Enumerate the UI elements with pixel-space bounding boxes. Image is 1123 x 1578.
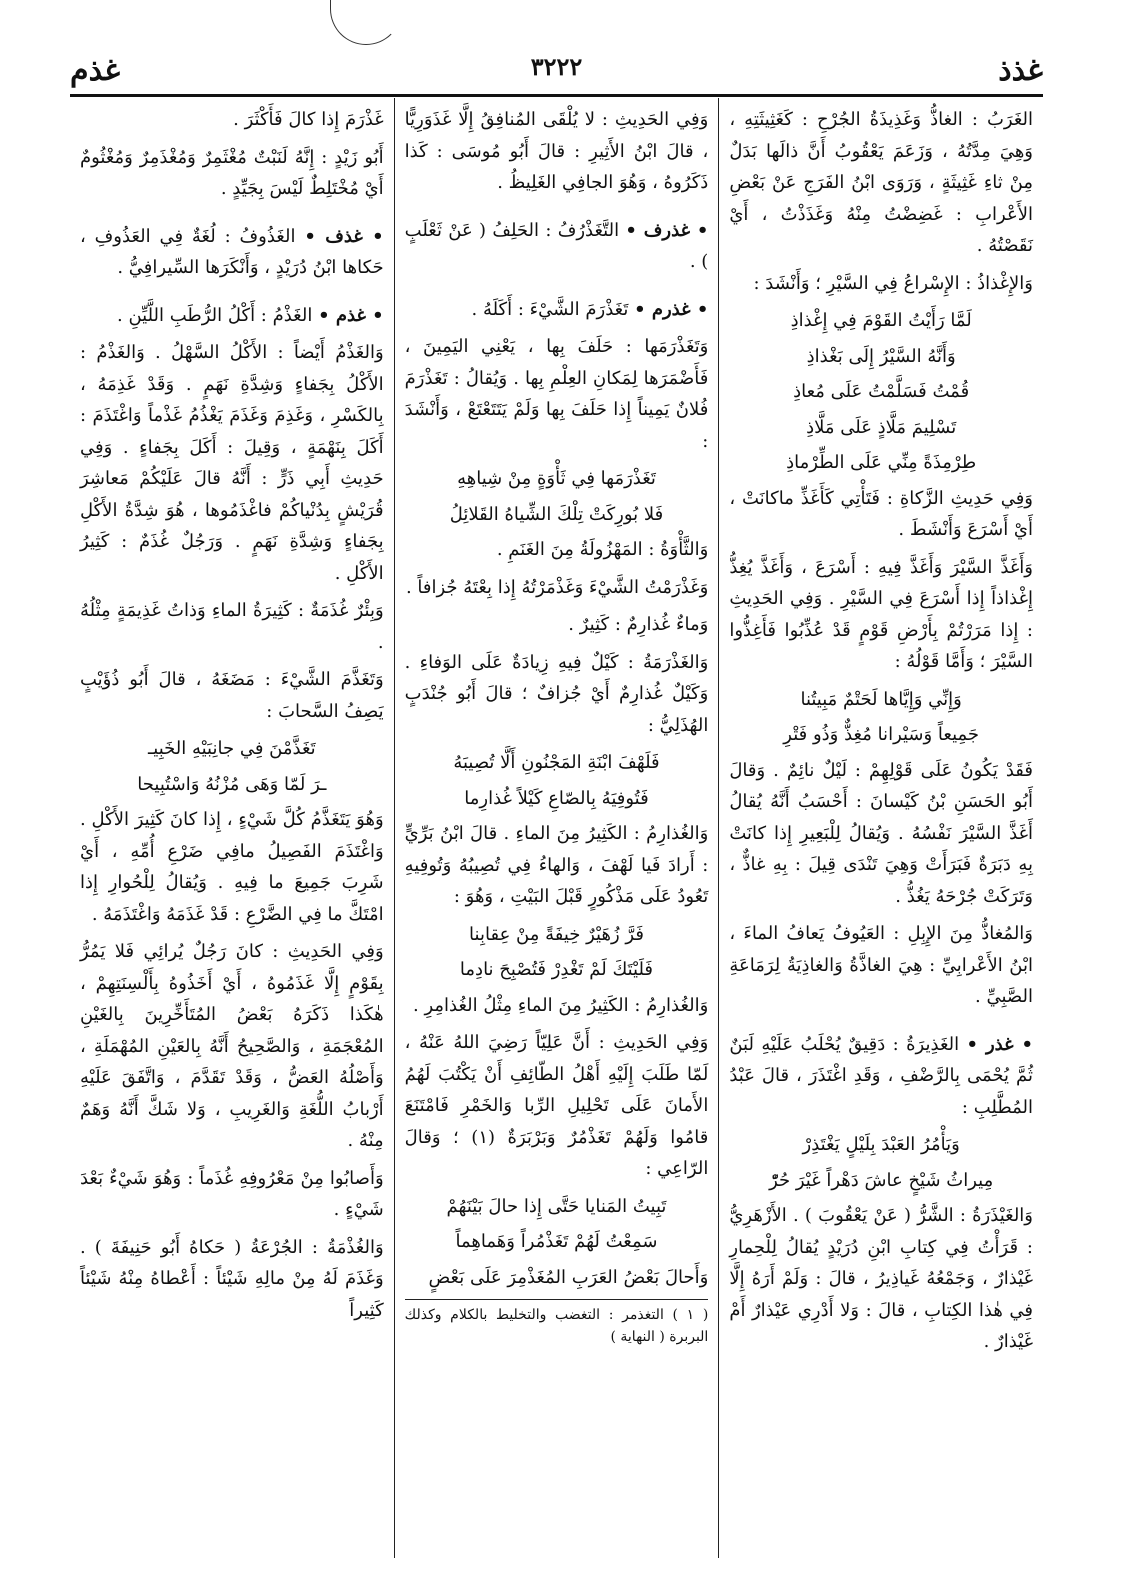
paragraph: وَالغُذْمَةُ : الجُرْعَةُ ( حَكاهُ أَبُو حَنِيفَةَ ) . وَغَذَمَ لَهُ مِنْ مالِهِ شَيْئاً : أَعْطاهُ مِنْهُ شَيْئاً كَثِيراً [79, 1236, 384, 1321]
entry-text: التَّغَذْرُفُ : الحَلِفُ ( عَنْ ثَعْلَبٍ ) . [404, 219, 709, 272]
paragraph: وَفِي الحَدِيثِ : أَنَّ عَلِيّاً رَضِيَ اللهُ عَنْهُ ، لَمّا طَلَبَ إِلَيْهِ أَهْلُ الطّائِفِ أَنْ يَكْتُبَ لَهُمُ الأَمانَ عَلَى تَحْلِيلِ الرِّبا وَالخَمْرِ فَامْتَنَعَ قامُوا وَلَهُمْ تَغَذْمُرٌ وَبَرْبَرَةٌ (١) ؛ وَقالَ الرّاعِي : [404, 1032, 709, 1179]
root-heading: • غذرم • [634, 298, 709, 320]
paragraph: وَالإِغْذاذُ : الإِسْراعُ فِي السَّيْرِ ؛ وَأَنْشَدَ : [753, 272, 1033, 294]
paragraph: الغَرَبُ : الغاذُّ وَغَذِيذَةُ الجُرْحِ : كَغَثِيثَتِهِ ، وَهِيَ مِدَّتُهُ ، وَزَعَمَ يَعْقُوبُ أَنَّ ذالَها بَدَلٌ مِنْ ثاءِ غَثِيثَةٍ ، وَرَوَى ابْنُ الفَرَجِ عَنْ بَعْضِ الأَعْرابِ : غَضِضْتُ مِنْهُ وَغَذَذْتُ ، أَيْ نَقَصْتُهُ . [729, 109, 1033, 256]
verse-line: مِيراثُ شَيْخٍ عاشَ دَهْراً غَيْرَ حُرّْ [769, 1169, 994, 1191]
footnote-divider [405, 1299, 709, 1300]
verse-line: تَسْلِيمَ مَلَّاذٍ عَلَى مَلَّاذِ [806, 416, 957, 438]
page-number: ٣٢٢٢ [530, 52, 583, 81]
paragraph: وَالثَّأْوَةُ : المَهْزُولَةُ مِنَ الغَنَمِ . [496, 539, 709, 560]
verse-line: تَغَذَّمْنَ فِي جانِبَيْهِ الخَبِيـ [148, 738, 316, 759]
root-heading: • غذف • [304, 225, 384, 247]
paragraph: وَهُوَ يَتَغَذَّمُ كُلَّ شَيْءٍ ، إِذا كانَ كَثِيرَ الأَكْلِ . وَاغْتَذَمَ الفَصِيلُ مافِي ضَرْعِ أُمِّهِ ، أَيْ شَرِبَ جَمِيعَ ما فِيهِ . وَيُقالُ لِلْحُوارِ إِذا امْتَكَّ ما فِي الضَّرْعِ : قَدْ غَذَمَهُ وَاغْتَذَمَهُ . [79, 809, 384, 925]
header-first-word: غذذ [998, 52, 1043, 88]
verse-line: تَغَذْرَمَها فِي ثَأْوَةٍ مِنْ شِياهِهِ [457, 468, 656, 489]
entry-text: تَغَذْرَمَ الشَّيْءَ : أَكَلَهُ . [471, 298, 629, 320]
verse-line: تَبِيتُ المَنايا حَتَّى إِذا حالَ بَيْنَهُمْ [446, 1195, 667, 1217]
verse-line: فَلَيْتَكَ لَمْ تَغْدِرْ فَتُصْبِحَ نادِما [459, 959, 654, 980]
root-heading: • غذم • [318, 304, 384, 326]
verse-line: لَمَّا رَأَيْتُ القَوْمَ فِي إِغْذاذِ [790, 310, 972, 331]
verse-line: وَأَنَّهُ السَّيْرُ إِلَى بَغْذاذِ [806, 345, 956, 367]
verse-line: ـرَ لَمّا وَهَى مُزْنُهُ وَاسْتُبِيحا [137, 773, 327, 795]
verse-line: فَلَهْفَ ابْنَةِ المَجْنُونِ أَلَّا تُصِيبَهُ [453, 752, 660, 773]
verse-line: قُمْتُ فَسَلَّمْتُ عَلَى مُعاذِ [793, 381, 970, 402]
entry-paragraph [729, 1029, 1033, 1124]
entry-text: الغَذُوفُ : لُغَةٌ فِي العَذُوفِ ، حَكاها ابْنُ دُرَيْدٍ ، وَأَنْكَرَها السِّيرافِيُّ . [79, 225, 384, 278]
paragraph: أَبُو زَيْدٍ : إِنَّهُ لَنَبْتٌ مُغْثَمِرٌ وَمُغْذَمِرٌ وَمُغْثُومٌ أَيْ مُخْتَلِطٌ لَيْسَ بِجَيِّدٍ . [79, 146, 384, 199]
entry-paragraph [405, 294, 709, 326]
verse-line: فَلا بُورِكَتْ تِلْكَ الشِّياهُ القَلائِلُ [449, 503, 664, 525]
entry-text: الغَذِيرَةُ : دَقِيقٌ يُحْلَبُ عَلَيْهِ لَبَنٌ ثُمَّ يُحْمَى بِالرَّضْفِ ، وَقَدِ اغْتَذَرَ ، قالَ عَبْدُ المُطَّلِبِ : [729, 1033, 1033, 1118]
verse-line: طِرْمِذَةً مِنِّي عَلَى الطِّرْماذِ [786, 452, 977, 473]
paragraph: غَذْرَمَ إِذا كالَ فَأَكْثَرَ . [233, 109, 384, 130]
paragraph: وَأَحالَ بَعْضُ العَرَبِ المُغَذْمِرَ عَلَى بَعْضٍ [428, 1266, 709, 1288]
page-header [70, 46, 1043, 97]
verse-line: فَتُوفِيَهُ بِالصّاعِ كَيْلاً غُذارِما [464, 787, 649, 809]
paragraph: وَالغُذارِمُ : الكَثِيرُ مِنَ الماءِ مِثْلُ الغُذامِرِ . [413, 994, 709, 1016]
paragraph: وَفِي الحَدِيثِ : لا يُلْقَى المُنافِقُ إِلَّا غَذَوَرِيًّا ، قالَ ابْنُ الأَثِيرِ : قالَ أَبُو مُوسَى : كَذا ذَكَرُوهُ ، وَهُوَ الجافِي الغَلِيظُ . [404, 109, 709, 193]
footnote: ( ١ ) التغذمر : التغضب والتخليط بالكلام وكذلك البربرة ( النهاية ) [404, 1307, 709, 1345]
header-last-word: غذم [70, 52, 121, 88]
verse-line: جَمِيعاً وَسَيْرانا مُغِذٌّ وَذُو فَتْرِ [783, 724, 980, 745]
entry-text: الغَذْمُ : أَكْلُ الرُّطَبِ اللَّيِّنِ . [117, 304, 313, 326]
verse-line: وَيَأْمُرُ العَبْدَ بِلَيْلٍ يَغْتَذِرْ [802, 1134, 960, 1155]
paragraph: وَالغُذارِمُ : الكَثِيرُ مِنَ الماءِ . قالَ ابْنُ بَرِّيٍّ : أَرادَ فَيا لَهْفَ ، وَالهاءُ فِي تُصِيبُهُ وَتُوفِيهِ تَعُودُ عَلَى مَذْكُورٍ قَبْلَ البَيْتِ ، وَهُوَ : [404, 823, 709, 907]
paragraph: وَغَذْرَمْتُ الشَّيْءَ وَغَذْمَرْتُهُ إِذا بِعْتَهُ جُزافاً . [405, 576, 709, 598]
paragraph: وَفِي الحَدِيثِ : كانَ رَجُلٌ يُرائِي فَلا يَمُرُّ بِقَوْمٍ إِلَّا غَذَمُوهُ ، أَيْ أَخَذُوهُ بِأَلْسِنَتِهِمْ ، هٰكَذا ذَكَرَهُ بَعْضُ المُتَأَخِّرِينَ بِالغَيْنِ المُعْجَمَةِ ، وَالصَّحِيحُ أَنَّهُ بِالعَيْنِ المُهْمَلَةِ ، وَأَصْلُهُ العَضُّ ، وَقَدْ تَقَدَّمَ ، وَاتَّفَقَ عَلَيْهِ أَرْبابُ اللُّغَةِ وَالغَرِيبِ ، وَلا شَكَّ أَنَّهُ وَهَمٌ مِنْهُ . [79, 941, 384, 1151]
paragraph: فَقَدْ يَكُونُ عَلَى قَوْلِهِمْ : لَيْلٌ نائِمٌ . وَقالَ أَبُو الحَسَنِ بْنُ كَيْسانَ : أَحْسَبُ أَنَّهُ يُقالُ أَغَذَّ السَّيْرَ نَفْسُهُ . وَيُقالُ لِلْبَعِيرِ إِذا كانَتْ بِهِ دَبَرَةٌ فَبَرَأَتْ وَهِيَ تَنْدَى قِيلَ : بِهِ غاذٌّ ، وَتَرَكَتْ جُرْحَهُ يَغُذُّ . [729, 759, 1033, 907]
verse-line: سَمِعْتُ لَهُمْ تَغَذْمُراً وَهَماهِماً [455, 1231, 658, 1252]
root-heading: • غذر • [966, 1033, 1033, 1055]
paragraph: وَأَغَذَّ السَّيْرَ وَأَغَذَّ فِيهِ : أَسْرَعَ ، وَأَغَذَّ يُغِذُّ إِغْذاذاً إِذا أَسْرَعَ فِي السَّيْرِ . وَفِي الحَدِيثِ : إِذا مَرَرْتُمْ بِأَرْضِ قَوْمٍ قَدْ عُذِّبُوا فَأَغِذُّوا السَّيْرَ ؛ وَأَمَّا قَوْلُهُ : [729, 556, 1033, 672]
paragraph: وَالمُغاذُّ مِنَ الإِبِلِ : العَيُوفُ يَعافُ الماءَ ، ابْنُ الأَعْرابِيِّ : هِيَ الغاذَّةُ وَالغاذِيَةُ لِرَمَاعَةِ الصَّبِيِّ . [729, 923, 1033, 1007]
verse-line: وَإِنِّي وَإِيَّاها لَحَتْمٌ مَبِيتُنا [800, 688, 962, 710]
entry-paragraph [80, 300, 384, 332]
paragraph: وَالغَيْذَرَةُ : الشَّرُّ ( عَنْ يَعْقُوبَ ) . الأَزْهَرِيُّ : قَرَأْتُ فِي كِتابِ ابْنِ دُرَيْدٍ يُقالُ لِلْحِمارِ غَيْذارٌ ، وَجَمْعُهُ غَياذِيرُ ، قالَ : وَلَمْ أَرَهُ إِلَّا فِي هٰذا الكِتابِ ، قالَ : وَلا أَدْرِي عَيْذارٌ أَمْ غَيْذارٌ . [729, 1205, 1033, 1352]
paragraph: وَماءٌ غُذارِمٌ : كَثِيرٌ . [568, 614, 709, 635]
root-heading: • غذرف • [625, 219, 709, 241]
column-middle [395, 98, 720, 1558]
paragraph: وَأَصابُوا مِنْ مَعْرُوفِهِ غُذَماً : وَهُوَ شَيْءٌ بَعْدَ شَيْءٍ . [79, 1167, 384, 1220]
paragraph: وَالغَذْمُ أَيْضاً : الأَكْلُ السَّهْلُ . وَالغَذْمُ : الأَكْلُ بِجَفاءٍ وَشِدَّةِ نَهَمٍ . وَقَدْ غَذِمَهُ ، بِالكَسْرِ ، وَغَذِمَ وَغَذَمَ يَغْذُمُ غَذْماً وَاغْتَذَمَ : أَكَلَ بِنَهْمَةٍ ، وَقِيلَ : أَكَلَ بِجَفاءٍ . وَفِي حَدِيثِ أَبِي ذَرٍّ : أَنَّهُ قالَ عَلَيْكُمْ مَعاشِرَ قُرَيْشٍ بِدُنْياكُمْ فاغْذَمُوها ، هُوَ شِدَّةُ الأَكْلِ بِجَفاءٍ وَشِدَّةِ نَهَمٍ . وَرَجُلٌ غُذَمٌ : كَثِيرُ الأَكْلِ . [79, 342, 384, 584]
column-left [70, 98, 395, 1558]
pen-mark [330, 0, 402, 45]
entry-paragraph [80, 221, 384, 284]
verse-line: فَرَّ زُهَيْرٌ خِيفَةً مِنْ عِقابِنا [469, 923, 644, 945]
text-columns [70, 98, 1043, 1558]
paragraph: وَفِي حَدِيثِ الزَّكاةِ : فَتَأْتِي كَأَغَذِّ ماكانَتْ ، أَيْ أَسْرَعَ وَأَنْشَطَ . [729, 487, 1033, 540]
column-right [719, 98, 1043, 1558]
paragraph: وَتَغَذْرَمَها : حَلَفَ بِها ، يَعْنِي اليَمِينَ ، فَأَضْمَرَها لِمَكانِ العِلْمِ بِها . وَيُقالُ : تَغَذْرَمَ فُلانٌ يَمِيناً إِذا حَلَفَ بِها وَلَمْ يَتَتَعْتَعْ ، وَأَنْشَدَ : [404, 336, 709, 452]
entry-paragraph [405, 215, 709, 278]
paragraph: وَالغَذْرَمَةُ : كَيْلٌ فِيهِ زِيادَةٌ عَلَى الوَفاءِ . وَكَيْلٌ غُذارِمٌ أَيْ جُزافٌ ؛ قالَ أَبُو جُنْدَبٍ الهُذَلِيُّ : [404, 651, 709, 736]
paragraph: وَتَغَذَّمَ الشَّيْءَ : مَضَغَهُ ، قالَ أَبُو ذُؤَيْبٍ يَصِفُ السَّحابَ : [79, 669, 384, 722]
paragraph: وَبِئْرٌ غُذَمَةٌ : كَثِيرَةُ الماءِ وَذاتُ غَذِيمَةٍ مِثْلُهُ . [79, 600, 384, 653]
